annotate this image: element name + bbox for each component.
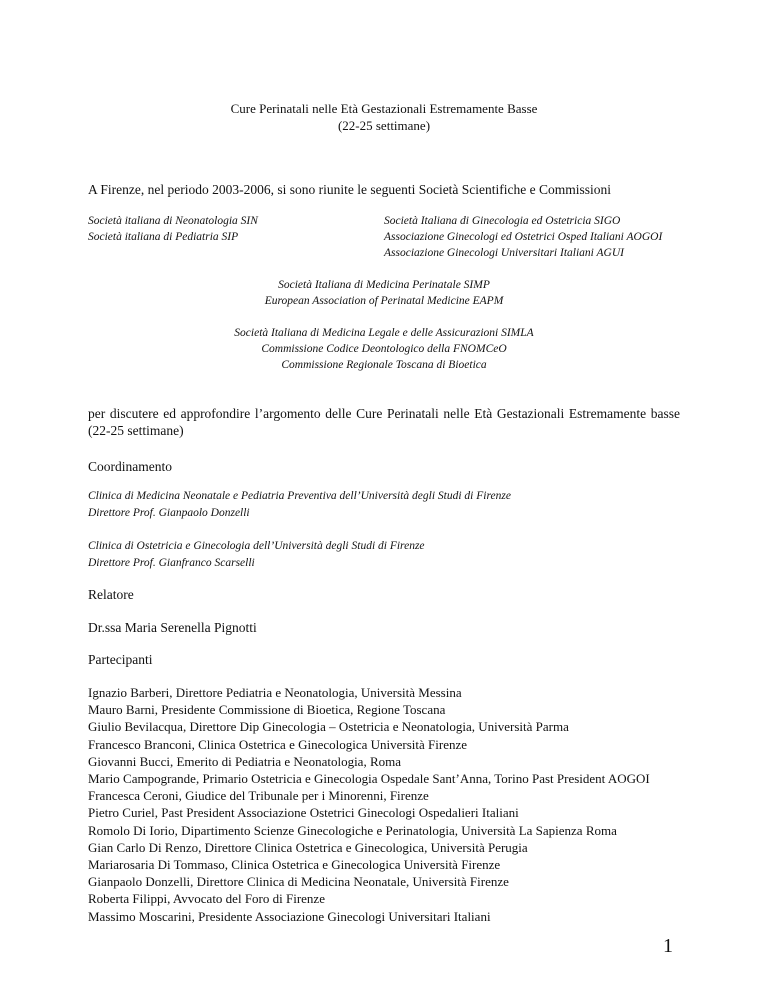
participant-item: Gian Carlo Di Renzo, Direttore Clinica Ostetrica e Ginecologica, Università Perugia: [88, 839, 528, 855]
society-item: Società italiana di Pediatria SIP: [88, 231, 239, 243]
society-item: Commissione Codice Deontologico della FNOMCeO: [261, 343, 507, 355]
participant-item: Pietro Curiel, Past President Associazione Ostetrici Ginecologi Ospedalieri Italiani: [88, 805, 519, 821]
society-item: Società italiana di Neonatologia SIN: [88, 215, 258, 227]
coordination-heading: Coordinamento: [88, 459, 172, 474]
society-item: Associazione Ginecologi Universitari Italiani AGUI: [384, 247, 624, 259]
participant-item: Mariarosaria Di Tommaso, Clinica Ostetrica e Ginecologica Università Firenze: [88, 857, 501, 873]
participant-item: Massimo Moscarini, Presidente Associazione Ginecologi Universitari Italiani: [88, 908, 491, 924]
society-item: Società Italiana di Ginecologia ed Ostetricia SIGO: [384, 215, 621, 227]
participant-item: Francesca Ceroni, Giudice del Tribunale per i Minorenni, Firenze: [88, 788, 429, 804]
societies-left-column: [88, 213, 258, 245]
coordination-block-1: [88, 488, 511, 522]
participant-item: Roberta Filippi, Avvocato del Foro di Firenze: [88, 891, 325, 907]
speaker-heading: Relatore: [88, 587, 134, 602]
title-line-2: (22-25 settimane): [337, 118, 431, 133]
participant-item: Ignazio Barberi, Direttore Pediatria e Neonatologia, Università Messina: [88, 685, 462, 700]
coordination-block-2: [88, 538, 425, 572]
participant-item: Francesco Branconi, Clinica Ostetrica e Ginecologica Università Firenze: [88, 736, 468, 752]
coordination-line: Direttore Prof. Gianpaolo Donzelli: [88, 507, 250, 519]
societies-right-column: [384, 213, 662, 261]
societies-center-group-1: [0, 277, 768, 309]
society-item: Commissione Regionale Toscana di Bioetica: [281, 359, 487, 371]
page-number: 1: [663, 935, 673, 957]
societies-center-group-2: [0, 325, 768, 373]
purpose-paragraph: per discutere ed approfondire l’argomento delle Cure Perinatali nelle Età Gestazionali Estremamente basse (22-25 settimane): [88, 406, 680, 438]
participant-item: Giulio Bevilacqua, Direttore Dip Ginecologia – Ostetricia e Neonatologia, Università Parma: [88, 719, 569, 735]
participant-item: Mario Campogrande, Primario Ostetricia e Ginecologia Ospedale Sant’Anna, Torino Past President AOGOI: [88, 771, 650, 787]
participants-heading: Partecipanti: [88, 652, 153, 667]
title-line-1: Cure Perinatali nelle Età Gestazionali Estremamente Basse: [230, 101, 538, 116]
coordination-line: Clinica di Ostetricia e Ginecologia dell’Università degli Studi di Firenze: [88, 540, 425, 552]
society-item: Società Italiana di Medicina Perinatale SIMP: [278, 279, 490, 291]
society-item: Associazione Ginecologi ed Ostetrici Osped Italiani AOGOI: [384, 231, 663, 243]
society-item: Società Italiana di Medicina Legale e delle Assicurazioni SIMLA: [234, 327, 534, 339]
intro-paragraph: A Firenze, nel periodo 2003-2006, si sono riunite le seguenti Società Scientifiche e Commissioni: [88, 182, 612, 197]
participants-list: [88, 684, 650, 925]
participant-item: Romolo Di Iorio, Dipartimento Scienze Ginecologiche e Perinatologia, Università La Sapienza Roma: [88, 822, 617, 838]
society-item: European Association of Perinatal Medicine EAPM: [264, 295, 504, 307]
document-title: [0, 100, 768, 134]
participant-item: Giovanni Bucci, Emerito di Pediatria e Neonatologia, Roma: [88, 753, 402, 769]
participant-item: Mauro Barni, Presidente Commissione di Bioetica, Regione Toscana: [88, 702, 446, 718]
participant-item: Gianpaolo Donzelli, Direttore Clinica di Medicina Neonatale, Università Firenze: [88, 874, 509, 890]
coordination-line: Clinica di Medicina Neonatale e Pediatria Preventiva dell’Università degli Studi di Firenze: [88, 490, 511, 502]
coordination-line: Direttore Prof. Gianfranco Scarselli: [88, 557, 255, 569]
speaker-name: Dr.ssa Maria Serenella Pignotti: [88, 620, 257, 635]
